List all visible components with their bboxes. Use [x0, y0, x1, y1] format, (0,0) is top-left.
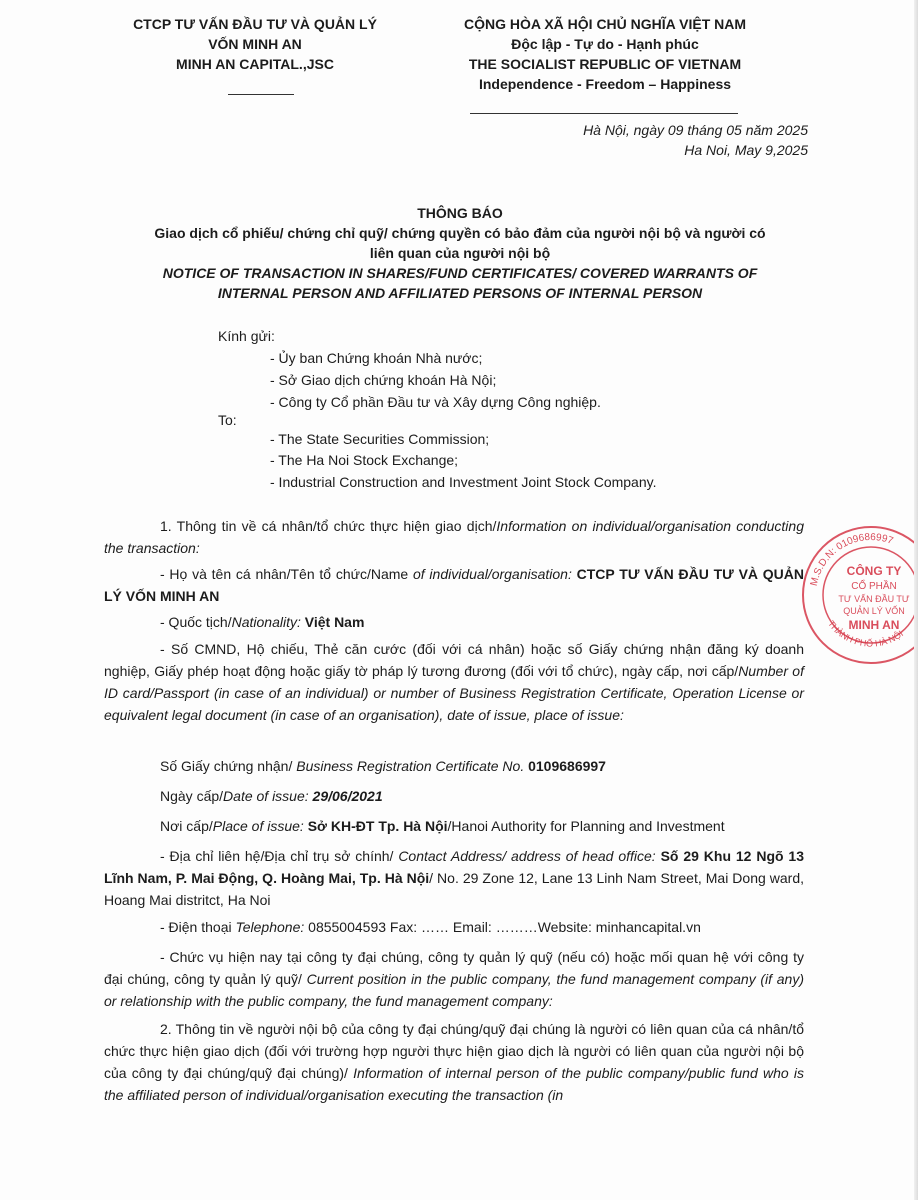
national-header-line3: THE SOCIALIST REPUBLIC OF VIETNAM [468, 56, 742, 72]
to-label: To: [218, 412, 237, 428]
date-block [583, 120, 808, 160]
id-label-vi: - Số CMND, Hộ chiếu, Thẻ căn cước (đối với cá nhân) hoặc số Giấy chứng nhận đăng ký doanh nghiệp, Giấy phép hoạt động hoặc giấy tờ pháp lý tương đương (đối với tổ chức), ngày cấp, nơi cấp/ [104, 641, 804, 679]
seal-line5: MINH AN [848, 618, 900, 632]
title-main: THÔNG BÁO [417, 205, 503, 221]
issue-place-value: Sở KH-ĐT Tp. Hà Nội [307, 818, 448, 834]
addressee-en-2: - The Ha Noi Stock Exchange; [270, 452, 459, 468]
cert-label-en: Business Registration Certificate No. [296, 758, 529, 774]
address-field [104, 845, 804, 911]
address-label-en: Contact Address/ address of head office: [398, 848, 661, 864]
issue-date-label-vi: Ngày cấp/ [160, 788, 224, 804]
title-en-line2: INTERNAL PERSON AND AFFILIATED PERSONS OF INTERNAL PERSON [217, 285, 703, 301]
position-en: Current position in the public company, the fund management company (if any) or relationship with the public company, the fund management company: [104, 971, 804, 1009]
date-en: Ha Noi, May 9,2025 [684, 142, 808, 158]
addressee-vi-3: - Công ty Cổ phần Đầu tư và Xây dựng Công nghiệp. [270, 394, 601, 410]
name-label-vi: - Họ và tên cá nhân/Tên tổ chức/Name [160, 566, 413, 582]
nationality-label-vi: - Quốc tịch/ [160, 614, 232, 630]
date-vi: Hà Nội, ngày 09 tháng 05 năm 2025 [583, 122, 808, 138]
name-label-en: of individual/organisation: [412, 566, 577, 582]
phone-label-en: Telephone: [235, 919, 309, 935]
seal-bottom-text: THÀNH PHỐ HÀ NỘI [826, 618, 906, 649]
kinh-gui-label: Kính gửi: [218, 328, 275, 344]
national-header-line2: Độc lập - Tự do - Hạnh phúc [511, 36, 699, 52]
seal-line1: CÔNG TY [846, 564, 902, 578]
nationality-label-en: Nationality: [231, 614, 305, 630]
issue-place-label-en: Place of issue: [212, 818, 308, 834]
title-vi-line2: liên quan của người nội bộ [369, 245, 551, 261]
phone-rest: 0855004593 Fax: …… Email: ………Website: minhancapital.vn [308, 919, 701, 935]
addressee-en-3: - Industrial Construction and Investment Joint Stock Company. [270, 474, 657, 490]
issue-place-label-vi: Nơi cấp/ [160, 818, 213, 834]
section2-vi: 2. Thông tin về người nội bộ của công ty đại chúng/quỹ đại chúng là người có liên quan của cá nhân/tổ chức thực hiện giao dịch (đối với trường hợp người thực hiện giao dịch là người có liên quan của người nội bộ của công ty đại chúng/quỹ đại chúng)/ [104, 1021, 804, 1081]
addressee-vi-1: - Ủy ban Chứng khoán Nhà nước; [270, 350, 483, 366]
page-edge [914, 0, 918, 1200]
id-label-en: Number of ID card/Passport (in case of an individual) or number of Business Registration Certificate, Operation License or equivalent legal document (in case of an organisation), date of issue, place of issue: [104, 663, 804, 723]
title-vi-line1: Giao dịch cổ phiếu/ chứng chỉ quỹ/ chứng quyền có bảo đảm của người nội bộ và người có [154, 225, 766, 241]
national-header-underline [470, 113, 738, 114]
national-header [420, 14, 790, 94]
section1-heading-vi: 1. Thông tin về cá nhân/tổ chức thực hiện giao dịch/ [160, 518, 497, 534]
addressee-vi-2: - Sở Giao dịch chứng khoán Hà Nội; [270, 372, 497, 388]
company-header-line2: VỐN MINH AN [208, 36, 302, 52]
title-en-line1: NOTICE OF TRANSACTION IN SHARES/FUND CERTIFICATES/ COVERED WARRANTS OF [162, 265, 758, 281]
company-header-line3: MINH AN CAPITAL.,JSC [176, 56, 334, 72]
national-header-line1: CỘNG HÒA XÃ HỘI CHỦ NGHĨA VIỆT NAM [463, 16, 747, 32]
company-header-line1: CTCP TƯ VẤN ĐẦU TƯ VÀ QUẢN LÝ [133, 16, 377, 32]
cert-value: 0109686997 [528, 758, 606, 774]
seal-line4: QUẢN LÝ VỐN [843, 606, 905, 616]
notice-title [80, 203, 840, 303]
addressee-en-1: - The State Securities Commission; [270, 431, 490, 447]
national-header-line4: Independence - Freedom – Happiness [478, 76, 732, 92]
phone-label-vi: - Điện thoại [160, 919, 236, 935]
id-paragraph [104, 638, 804, 726]
name-field [104, 563, 804, 607]
nationality-value: Việt Nam [304, 614, 365, 630]
section2-paragraph [104, 1018, 804, 1106]
issue-place-field [160, 816, 725, 836]
name-value: CTCP TƯ VẤN ĐẦU TƯ VÀ QUẢN LÝ VỐN MINH AN [104, 566, 805, 604]
company-header [100, 14, 410, 74]
seal-line3: TƯ VẤN ĐẦU TƯ [838, 594, 910, 604]
issue-place-en: /Hanoi Authority for Planning and Investment [447, 818, 725, 834]
position-vi: - Chức vụ hiện nay tại công ty đại chúng, công ty quản lý quỹ (nếu có) hoặc mối quan hệ với công ty đại chúng, công ty quản lý quỹ/ [104, 949, 804, 987]
phone-field [104, 916, 804, 938]
company-header-underline [228, 94, 294, 95]
address-label-vi: - Địa chỉ liên hệ/Địa chỉ trụ sở chính/ [160, 848, 399, 864]
issue-date-label-en: Date of issue: [223, 788, 313, 804]
issue-date-field [160, 786, 383, 806]
section1-heading [104, 515, 804, 559]
seal-line2: CỔ PHẦN [851, 581, 897, 592]
section2-en: Information of internal person of the public company/public fund who is the affiliated person of individual/organisation executing the transaction (in [104, 1065, 804, 1103]
company-seal-graphic [796, 520, 918, 670]
cert-label-vi: Số Giấy chứng nhận/ [160, 758, 297, 774]
address-en: / No. 29 Zone 12, Lane 13 Linh Nam Street, Mai Dong ward, Hoang Mai distritct, Ha Noi [104, 870, 805, 908]
company-seal [796, 520, 918, 670]
position-field [104, 946, 804, 1012]
issue-date-value: 29/06/2021 [312, 788, 383, 804]
address-value: Số 29 Khu 12 Ngõ 13 Lĩnh Nam, P. Mai Động, Q. Hoàng Mai, Tp. Hà Nội [104, 848, 805, 886]
certificate-field [160, 756, 606, 776]
nationality-field [104, 611, 804, 633]
section1-heading-en: Information on individual/organisation conducting the transaction: [104, 518, 804, 556]
seal-top-text: M.S.D.N: 0109686997 [808, 531, 895, 588]
